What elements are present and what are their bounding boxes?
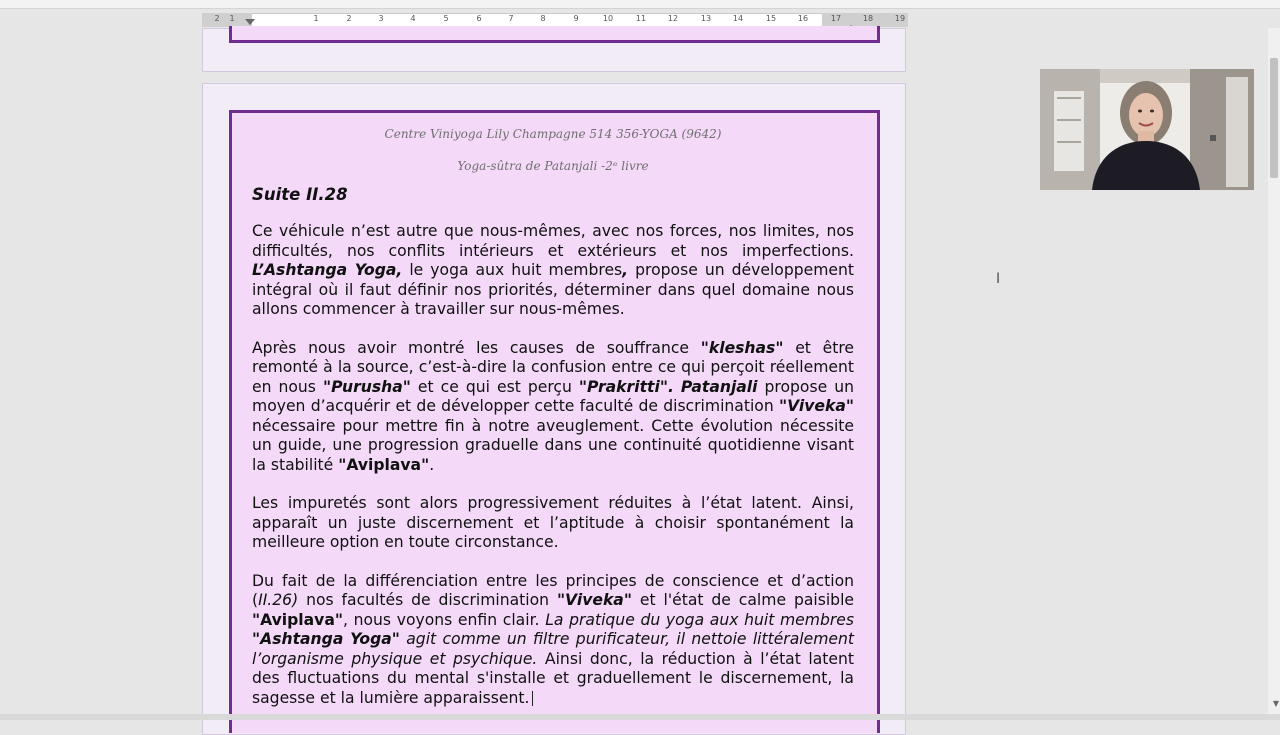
ruler-tick: 14	[732, 14, 744, 23]
previous-page-border-frame	[229, 26, 880, 43]
vertical-scrollbar[interactable]	[1268, 28, 1280, 720]
ruler-tick: 1	[229, 14, 235, 23]
ruler-tick: 9	[573, 14, 579, 23]
ruler-tick: 7	[508, 14, 514, 23]
ruler-tick: 13	[700, 14, 712, 23]
section-title: Suite II.28	[252, 185, 348, 204]
ruler-tick: 11	[635, 14, 647, 23]
paragraph-3: Les impuretés sont alors progressivement réduites à l’état latent. Ainsi, apparaît un juste discernement et l’aptitude à choisir spontanément la meilleure option en toute circonstance.	[252, 494, 854, 551]
first-line-indent-marker[interactable]	[245, 19, 255, 25]
text-caret	[532, 691, 533, 706]
paragraph-4: Du fait de la différenciation entre les principes de conscience et d’action (II.26) nos facultés de discrimination "Viveka" et l'état de calme paisible "Aviplava", nous voyons enfin clair. La pratique du yoga aux huit membres "Ashtanga Yoga" agit comme un filtre purificateur, il nettoie littéralement l’organisme physique et psychique. Ainsi donc, la réduction à l’état latent des fluctuations du mental s'installe et graduellement le discernement, la sagesse et la lumière apparaissent.	[252, 571, 855, 707]
ruler-tick: 5	[443, 14, 449, 23]
ruler-tick: 12	[667, 14, 679, 23]
ruler-tick: 19	[894, 14, 906, 23]
ruler-tick: 4	[410, 14, 416, 23]
ruler-tick: 3	[378, 14, 384, 23]
header-book-title: Yoga-sûtra de Patanjali -2ᵉ livre	[457, 159, 649, 173]
header-centre-name: Centre Viniyoga Lily Champagne 514 356-YOGA (9642)	[384, 127, 722, 141]
ruler-tick: 10	[602, 14, 614, 23]
ruler-tick: 8	[540, 14, 546, 23]
webcam-video-icon	[1040, 69, 1254, 190]
window-top-strip	[0, 0, 1280, 9]
document-body[interactable]	[252, 118, 854, 708]
status-bar	[0, 714, 1280, 720]
ruler-tick: 2	[346, 14, 352, 23]
paragraph-2: Après nous avoir montré les causes de souffrance "kleshas" et être remonté à la source, c’est-à-dire la confusion entre ce qui perçoit réellement en nous "Purusha" et ce qui est perçu "Prakritti". Patanjali propose un moyen d’acquérir et de développer cette faculté de discrimination "Viveka" nécessaire pour mettre fin à notre aveuglement. Cette évolution nécessite un guide, une progression graduelle dans une continuité quotidienne visant la stabilité "Aviplava".	[252, 338, 854, 474]
ruler-tick: 15	[765, 14, 777, 23]
ruler-tick: 1	[313, 14, 319, 23]
webcam-video-overlay	[1040, 69, 1254, 190]
paragraph-1: Ce véhicule n’est autre que nous-mêmes, avec nos forces, nos limites, nos difficultés, nos conflits intérieurs et extérieurs et nos imperfections. L’Ashtanga Yoga, le yoga aux huit membres, propose un développement intégral où il faut définir nos priorités, déterminer dans quel domaine nous allons commencer à travailler sur nous-mêmes.	[252, 222, 854, 318]
ruler-tick: 18	[862, 14, 874, 23]
i-beam-cursor-icon: I	[996, 271, 1001, 287]
ruler-tick: 17	[830, 14, 842, 23]
ruler-tick: 6	[476, 14, 482, 23]
scroll-down-arrow-icon[interactable]: ▼	[1272, 699, 1279, 708]
scrollbar-thumb[interactable]	[1270, 58, 1278, 178]
ruler-tick: 2	[214, 14, 220, 23]
ruler-tick: 16	[797, 14, 809, 23]
